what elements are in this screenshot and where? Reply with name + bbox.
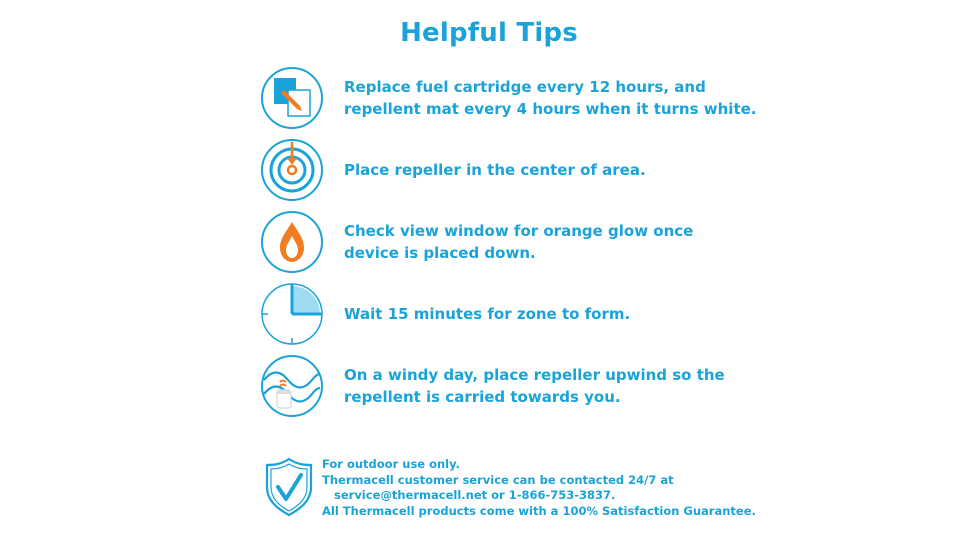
fuel-cartridge-mat-icon — [260, 66, 324, 130]
tip-text: On a windy day, place repeller upwind so the repellent is carried towards you. — [344, 366, 725, 406]
contact-info: service@thermacell.net or 1-866-753-3837. — [334, 488, 616, 502]
tip-item-center — [260, 138, 900, 202]
customer-service-note: Thermacell customer service can be contacted 24/7 at — [322, 472, 674, 487]
tip-text: Replace fuel cartridge every 12 hours, and repellent mat every 4 hours when it turns white. — [344, 78, 757, 118]
footer-notice — [264, 457, 784, 521]
footer-text — [322, 457, 756, 519]
wind-device-icon — [260, 354, 324, 418]
tip-item-glow — [260, 210, 900, 274]
tip-text: Wait 15 minutes for zone to form. — [344, 305, 631, 323]
flame-icon — [260, 210, 324, 274]
outdoor-use-note: For outdoor use only. — [322, 457, 460, 471]
target-center-icon — [260, 138, 324, 202]
shield-check-icon — [264, 457, 314, 517]
tip-item-wind — [260, 354, 900, 418]
tip-item-replace — [260, 66, 900, 130]
page-title: Helpful Tips — [400, 18, 578, 48]
tip-text: Check view window for orange glow once device is placed down. — [344, 222, 694, 262]
clock-quarter-icon — [260, 282, 324, 346]
tip-item-wait — [260, 282, 900, 346]
tip-text: Place repeller in the center of area. — [344, 161, 646, 179]
guarantee-note: All Thermacell products come with a 100% Satisfaction Guarantee. — [322, 503, 756, 518]
